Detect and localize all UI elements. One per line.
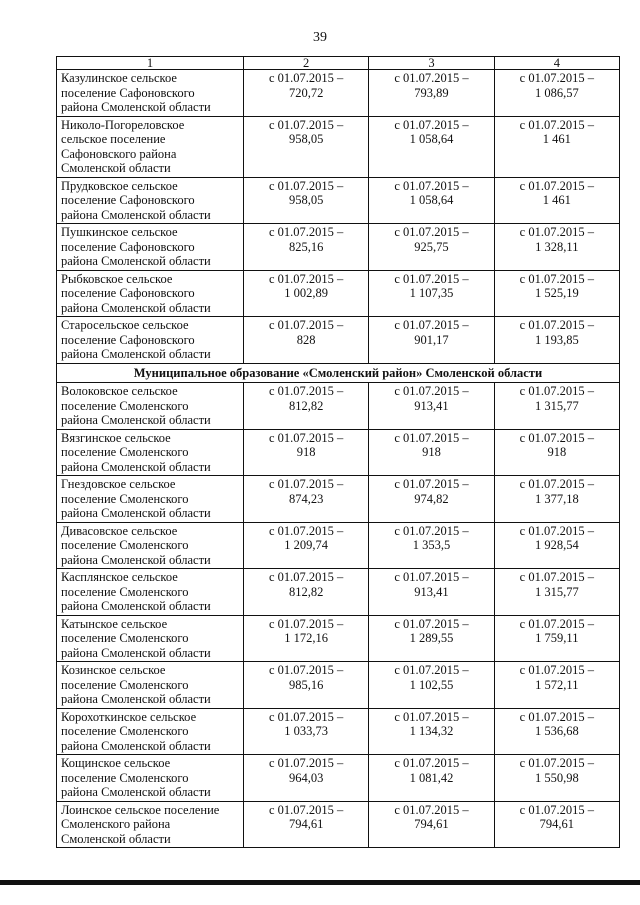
table-row: [57, 522, 620, 569]
table-body: [57, 57, 620, 848]
tariff-cell: [369, 615, 494, 662]
settlement-name-line: поселение Смоленского: [61, 538, 189, 552]
tariff-value: 964,03: [288, 770, 324, 785]
tariff-value: 1 461: [542, 193, 571, 207]
tariff-cell: [369, 270, 494, 317]
tariff-cell: [494, 429, 619, 476]
settlement-name-cell: [57, 615, 244, 662]
column-number: 3: [369, 57, 494, 70]
tariff-date: с 01.07.2015 –: [519, 225, 594, 239]
settlement-name-line: Дивасовское сельское: [61, 523, 178, 538]
tariff-value: 1 759,11: [535, 631, 579, 645]
tariff-table: [56, 56, 620, 848]
tariff-date: с 01.07.2015 –: [269, 802, 344, 817]
tariff-value: 1 134,32: [409, 724, 454, 738]
tariff-cell: [244, 755, 369, 802]
tariff-date: с 01.07.2015 –: [394, 802, 469, 817]
tariff-date: с 01.07.2015 –: [269, 663, 344, 677]
tariff-value: 1 058,64: [409, 132, 454, 146]
settlement-name-line: Волоковское сельское: [61, 384, 178, 398]
tariff-cell: [244, 662, 369, 709]
tariff-cell: [369, 224, 494, 271]
tariff-cell: [494, 522, 619, 569]
tariff-date: с 01.07.2015 –: [394, 709, 469, 724]
tariff-date: с 01.07.2015 –: [269, 178, 344, 193]
tariff-cell: [494, 270, 619, 317]
tariff-date: с 01.07.2015 –: [519, 430, 594, 445]
settlement-name-line: Кощинское сельское: [61, 756, 171, 770]
tariff-date: с 01.07.2015 –: [519, 523, 594, 538]
tariff-value: 1 315,77: [534, 584, 579, 599]
table-row: [57, 270, 620, 317]
tariff-cell: [244, 429, 369, 476]
tariff-date: с 01.07.2015 –: [519, 756, 594, 770]
tariff-cell: [244, 615, 369, 662]
settlement-name-line: поселение Сафоновского: [61, 332, 195, 347]
tariff-value: 874,23: [288, 491, 324, 506]
settlement-name-line: поселение Сафоновского: [61, 85, 195, 100]
tariff-value: 1 058,64: [409, 193, 454, 207]
tariff-date: с 01.07.2015 –: [394, 756, 469, 770]
tariff-value: 812,82: [288, 584, 324, 599]
settlement-name-line: района Смоленской области: [61, 100, 211, 114]
tariff-date: с 01.07.2015 –: [394, 318, 469, 332]
tariff-cell: [369, 476, 494, 523]
tariff-cell: [244, 70, 369, 117]
tariff-value: 1 377,18: [534, 491, 579, 506]
tariff-cell: [494, 476, 619, 523]
tariff-value: 1 928,54: [534, 538, 579, 552]
settlement-name-line: Николо-Погореловское: [61, 117, 185, 132]
tariff-date: с 01.07.2015 –: [269, 117, 344, 132]
table-row: [57, 755, 620, 802]
settlement-name-line: поселение Смоленского: [61, 584, 189, 599]
column-number-row: [57, 57, 620, 70]
tariff-date: с 01.07.2015 –: [269, 756, 344, 770]
tariff-cell: [244, 224, 369, 271]
settlement-name-line: района Смоленской области: [61, 599, 211, 613]
tariff-value: 1 193,85: [534, 332, 579, 347]
table-row: [57, 569, 620, 616]
tariff-cell: [244, 476, 369, 523]
tariff-date: с 01.07.2015 –: [394, 616, 469, 631]
tariff-date: с 01.07.2015 –: [394, 117, 469, 132]
table-row: [57, 801, 620, 848]
settlement-name-cell: [57, 270, 244, 317]
settlement-name-cell: [57, 429, 244, 476]
section-header-row: [57, 363, 620, 383]
tariff-date: с 01.07.2015 –: [269, 430, 344, 445]
tariff-cell: [369, 177, 494, 224]
table-row: [57, 429, 620, 476]
settlement-name-line: района Смоленской области: [61, 552, 211, 567]
tariff-value: 901,17: [414, 332, 449, 347]
tariff-date: с 01.07.2015 –: [519, 477, 594, 491]
tariff-cell: [494, 662, 619, 709]
settlement-name-line: поселение Сафоновского: [61, 193, 195, 207]
tariff-value: 918: [547, 445, 567, 459]
tariff-cell: [494, 116, 619, 177]
settlement-name-cell: [57, 476, 244, 523]
tariff-value: 918: [296, 445, 316, 459]
settlement-name-line: Вязгинское сельское: [61, 430, 171, 445]
table-row: [57, 224, 620, 271]
tariff-value: 825,16: [288, 239, 324, 254]
tariff-value: 1 461: [542, 132, 571, 146]
settlement-name-cell: [57, 662, 244, 709]
tariff-cell: [369, 383, 494, 430]
tariff-cell: [494, 383, 619, 430]
settlement-name-cell: [57, 755, 244, 802]
table-row: [57, 177, 620, 224]
table-row: [57, 476, 620, 523]
tariff-cell: [244, 801, 369, 848]
tariff-cell: [494, 708, 619, 755]
tariff-cell: [494, 801, 619, 848]
column-number: 2: [244, 57, 369, 70]
settlement-name-line: Гнездовское сельское: [61, 477, 176, 491]
tariff-cell: [244, 569, 369, 616]
settlement-name-line: поселение Смоленского: [61, 491, 189, 506]
tariff-cell: [369, 755, 494, 802]
settlement-name-line: района Смоленской области: [61, 645, 211, 660]
tariff-date: с 01.07.2015 –: [394, 71, 469, 85]
settlement-name-line: района Смоленской области: [61, 207, 211, 222]
tariff-cell: [369, 522, 494, 569]
table-row: [57, 116, 620, 177]
settlement-name-line: района Смоленской области: [61, 738, 211, 753]
tariff-cell: [244, 522, 369, 569]
tariff-value: 1 328,11: [535, 239, 579, 254]
tariff-cell: [369, 662, 494, 709]
tariff-date: с 01.07.2015 –: [394, 430, 469, 445]
tariff-value: 1 289,55: [409, 631, 454, 645]
tariff-date: с 01.07.2015 –: [269, 225, 344, 239]
settlement-name-line: поселение Сафоновского: [61, 239, 195, 254]
settlement-name-line: района Смоленской области: [61, 459, 211, 474]
settlement-name-line: Касплянское сельское: [61, 570, 178, 584]
settlement-name-line: поселение Смоленского: [61, 677, 189, 692]
tariff-cell: [494, 615, 619, 662]
settlement-name-line: поселение Смоленского: [61, 724, 189, 738]
tariff-value: 1 102,55: [409, 677, 454, 692]
tariff-value: 1 002,89: [284, 286, 329, 300]
settlement-name-line: поселение Смоленского: [61, 770, 189, 785]
settlement-name-cell: [57, 569, 244, 616]
tariff-cell: [369, 317, 494, 364]
tariff-value: 925,75: [414, 239, 449, 254]
tariff-value: 1 086,57: [534, 85, 579, 100]
column-number: 4: [494, 57, 619, 70]
bottom-rule: [0, 880, 640, 885]
tariff-cell: [369, 708, 494, 755]
tariff-value: 794,61: [288, 817, 324, 831]
settlement-name-line: района Смоленской области: [61, 692, 211, 706]
settlement-name-line: Сафоновского района: [61, 146, 177, 161]
settlement-name-line: Старосельское сельское: [61, 318, 189, 332]
tariff-date: с 01.07.2015 –: [519, 71, 594, 85]
tariff-date: с 01.07.2015 –: [394, 178, 469, 193]
settlement-name-line: района Смоленской области: [61, 347, 211, 361]
table-row: [57, 383, 620, 430]
column-number: 1: [57, 57, 244, 70]
tariff-value: 1 172,16: [284, 631, 329, 645]
tariff-date: с 01.07.2015 –: [269, 709, 344, 724]
settlement-name-cell: [57, 708, 244, 755]
settlement-name-line: Смоленской области: [61, 161, 171, 175]
settlement-name-line: Корохоткинское сельское: [61, 709, 197, 724]
settlement-name-line: района Смоленской области: [61, 506, 211, 520]
tariff-date: с 01.07.2015 –: [519, 384, 594, 398]
settlement-name-cell: [57, 224, 244, 271]
settlement-name-line: Смоленской области: [61, 831, 171, 846]
tariff-value: 720,72: [288, 85, 324, 100]
tariff-value: 913,41: [414, 398, 449, 413]
tariff-date: с 01.07.2015 –: [269, 616, 344, 631]
tariff-value: 985,16: [288, 677, 324, 692]
page-number: 39: [313, 30, 327, 45]
settlement-name-cell: [57, 383, 244, 430]
tariff-cell: [244, 708, 369, 755]
settlement-name-line: района Смоленской области: [61, 254, 211, 268]
settlement-name-cell: [57, 70, 244, 117]
tariff-value: 1 081,42: [409, 770, 454, 785]
tariff-date: с 01.07.2015 –: [394, 225, 469, 239]
tariff-cell: [244, 270, 369, 317]
tariff-cell: [494, 569, 619, 616]
tariff-value: 1 525,19: [534, 286, 579, 300]
table-row: [57, 70, 620, 117]
settlement-name-line: Прудковское сельское: [61, 178, 178, 193]
tariff-cell: [494, 70, 619, 117]
table-row: [57, 662, 620, 709]
tariff-date: с 01.07.2015 –: [269, 570, 344, 584]
settlement-name-line: района Смоленской области: [61, 785, 211, 799]
tariff-cell: [369, 801, 494, 848]
settlement-name-line: Рыбковское сельское: [61, 271, 173, 286]
tariff-date: с 01.07.2015 –: [269, 318, 344, 332]
tariff-value: 1 536,68: [534, 724, 579, 738]
tariff-date: с 01.07.2015 –: [519, 802, 594, 817]
tariff-value: 1 107,35: [409, 286, 454, 300]
tariff-date: с 01.07.2015 –: [519, 178, 594, 193]
tariff-cell: [494, 224, 619, 271]
tariff-date: с 01.07.2015 –: [394, 384, 469, 398]
settlement-name-line: района Смоленской области: [61, 300, 211, 315]
tariff-cell: [244, 116, 369, 177]
settlement-name-cell: [57, 801, 244, 848]
tariff-value: 793,89: [414, 85, 449, 100]
tariff-date: с 01.07.2015 –: [519, 318, 594, 332]
settlement-name-cell: [57, 522, 244, 569]
tariff-cell: [369, 429, 494, 476]
tariff-value: 958,05: [288, 193, 324, 207]
tariff-cell: [369, 116, 494, 177]
table-row: [57, 317, 620, 364]
tariff-date: с 01.07.2015 –: [519, 117, 594, 132]
tariff-cell: [244, 177, 369, 224]
settlement-name-line: поселение Смоленского: [61, 445, 189, 459]
tariff-cell: [494, 317, 619, 364]
tariff-value: 794,61: [414, 817, 449, 831]
tariff-cell: [494, 755, 619, 802]
tariff-date: с 01.07.2015 –: [519, 570, 594, 584]
settlement-name-line: Лоинское сельское поселение: [61, 802, 220, 817]
tariff-date: с 01.07.2015 –: [394, 570, 469, 584]
tariff-cell: [494, 177, 619, 224]
table-row: [57, 615, 620, 662]
tariff-value: 913,41: [414, 584, 449, 599]
tariff-value: 828: [296, 332, 316, 347]
tariff-value: 794,61: [539, 817, 575, 831]
tariff-date: с 01.07.2015 –: [269, 71, 344, 85]
tariff-value: 1 353,5: [412, 538, 451, 552]
settlement-name-cell: [57, 177, 244, 224]
settlement-name-line: Пушкинское сельское: [61, 225, 178, 239]
section-title: Муниципальное образование «Смоленский район» Смоленской области: [57, 363, 620, 383]
tariff-cell: [244, 317, 369, 364]
tariff-value: 1 315,77: [534, 398, 579, 413]
tariff-value: 812,82: [288, 398, 324, 413]
settlement-name-line: Смоленского района: [61, 817, 171, 831]
settlement-name-line: Катынское сельское: [61, 616, 168, 631]
tariff-date: с 01.07.2015 –: [519, 271, 594, 286]
tariff-date: с 01.07.2015 –: [519, 709, 594, 724]
tariff-value: 974,82: [414, 491, 449, 506]
tariff-date: с 01.07.2015 –: [394, 477, 469, 491]
tariff-value: 918: [422, 445, 441, 459]
tariff-value: 958,05: [288, 132, 324, 146]
settlement-name-line: сельское поселение: [61, 132, 166, 146]
tariff-value: 1 550,98: [534, 770, 579, 785]
settlement-name-line: Козинское сельское: [61, 663, 166, 677]
tariff-date: с 01.07.2015 –: [394, 663, 469, 677]
tariff-value: 1 572,11: [535, 677, 579, 692]
settlement-name-line: поселение Сафоновского: [61, 286, 195, 300]
tariff-date: с 01.07.2015 –: [394, 271, 469, 286]
tariff-cell: [369, 569, 494, 616]
tariff-date: с 01.07.2015 –: [269, 477, 344, 491]
settlement-name-line: Казулинское сельское: [61, 71, 177, 85]
tariff-cell: [244, 383, 369, 430]
tariff-value: 1 209,74: [284, 538, 329, 552]
tariff-date: с 01.07.2015 –: [269, 271, 344, 286]
settlement-name-cell: [57, 116, 244, 177]
table-row: [57, 708, 620, 755]
tariff-date: с 01.07.2015 –: [269, 523, 344, 538]
settlement-name-line: поселение Смоленского: [61, 398, 189, 413]
tariff-date: с 01.07.2015 –: [269, 384, 344, 398]
tariff-cell: [369, 70, 494, 117]
settlement-name-cell: [57, 317, 244, 364]
tariff-date: с 01.07.2015 –: [519, 616, 594, 631]
tariff-value: 1 033,73: [284, 724, 329, 738]
tariff-date: с 01.07.2015 –: [519, 663, 594, 677]
settlement-name-line: района Смоленской области: [61, 413, 211, 427]
tariff-date: с 01.07.2015 –: [394, 523, 469, 538]
settlement-name-line: поселение Смоленского: [61, 631, 189, 645]
